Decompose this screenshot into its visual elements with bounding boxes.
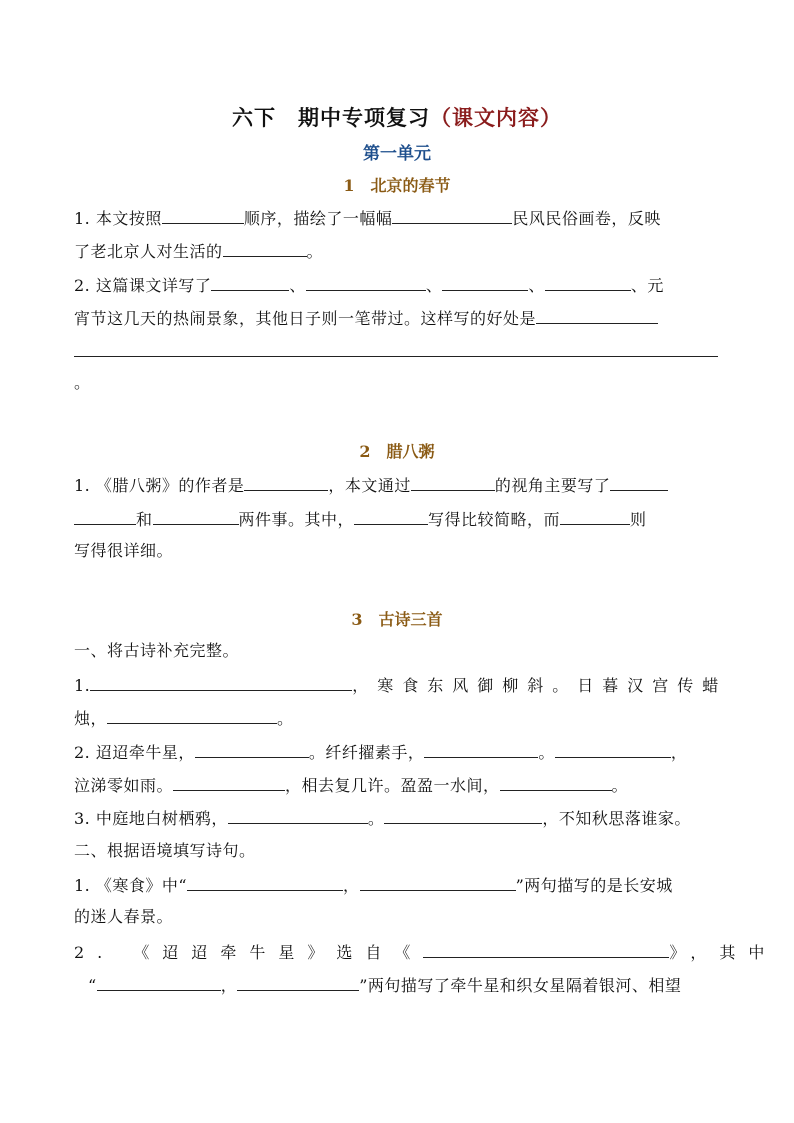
lesson3-q2-line2: “ ， ”两句描写了牵牛星和织女星隔着银河、相望 xyxy=(74,973,724,997)
lesson3-part1-heading: 一、将古诗补充完整。 xyxy=(74,641,240,660)
lesson2-q1-line3: 写得很详细。 xyxy=(74,541,174,560)
lesson-heading-1: 1 北京的春节 xyxy=(343,176,451,195)
answer-rule xyxy=(74,356,718,357)
unit-heading: 第一单元 xyxy=(363,144,431,164)
lesson3-q1-line2: 的迷人春景。 xyxy=(74,907,174,926)
lesson3-p2-line1: 2. 迢迢牵牛星， 。纤纤擢素手， 。 ， xyxy=(74,740,724,764)
page-title: 六下 期中专项复习（课文内容） xyxy=(232,105,562,130)
lesson3-p3-line1: 3. 中庭地白树栖鸦， 。 ，不知秋思落谁家。 xyxy=(74,806,724,830)
lesson1-q2-end: 。 xyxy=(74,373,91,392)
lesson-heading-3: 3 古诗三首 xyxy=(351,610,443,629)
lesson3-p1-line1: 1. ，寒食东风御柳斜。日暮汉宫传蜡 xyxy=(74,673,724,697)
lesson2-q1-line2: 和 两件事。其中， 写得比较简略，而 则 xyxy=(74,507,724,531)
lesson2-q1-line1: 1. 《腊八粥》的作者是 ，本文通过 的视角主要写了 xyxy=(74,473,724,497)
lesson-heading-2: 2 腊八粥 xyxy=(359,442,435,461)
lesson1-q2-line2: 宵节这几天的热闹景象，其他日子则一笔带过。这样写的好处是 xyxy=(74,306,724,330)
lesson1-q1-line2: 了老北京人对生活的 。 xyxy=(74,239,724,263)
lesson1-q1-line1: 1. 本文按照 顺序，描绘了一幅幅 民风民俗画卷，反映 xyxy=(74,206,724,230)
lesson1-q2-line1: 2. 这篇课文详写了 、 、 、 、元 xyxy=(74,273,724,297)
lesson3-part2-heading: 二、根据语境填写诗句。 xyxy=(74,841,256,860)
lesson3-p1-line2: 烛， 。 xyxy=(74,706,724,730)
lesson3-p2-line2: 泣涕零如雨。 ，相去复几许。盈盈一水间， 。 xyxy=(74,773,724,797)
lesson3-q2-line1: 2. 《迢迢牵牛星》选自《 》，其中 xyxy=(74,940,724,964)
lesson3-q1-line1: 1. 《寒食》中“ ， ”两句描写的是长安城 xyxy=(74,873,724,897)
